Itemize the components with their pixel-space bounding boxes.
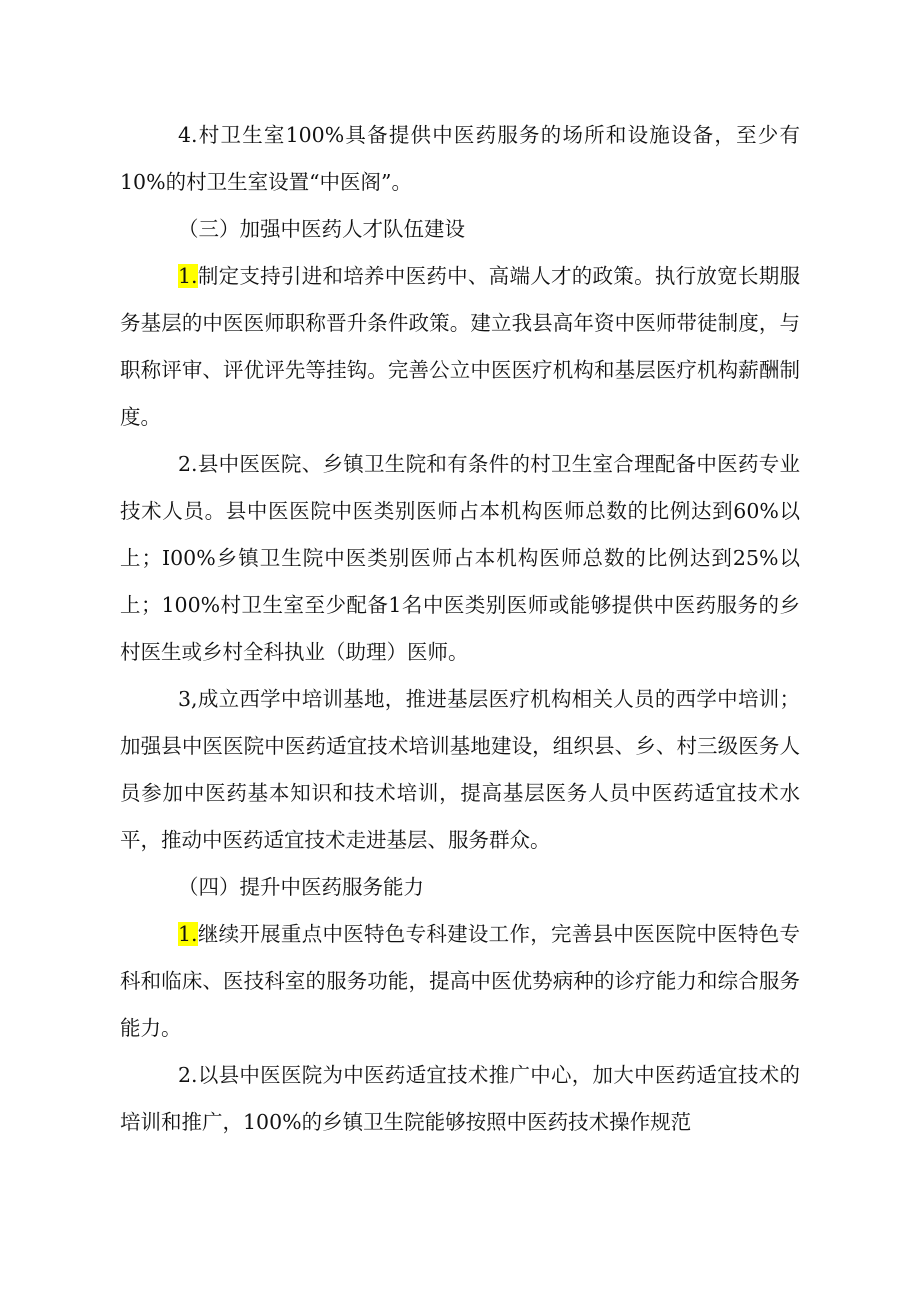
paragraph-text: 成立西学中培训基地，推进基层医疗机构相关人员的西学中培训；加强县中医医院中医药适宜技术培训基地建设，组织县、乡、村三级医务人员参加中医药基本知识和技术培训，提高基层医务人员中医药适宜技术水平，推动中医药适宜技术走进基层、服务群众。 xyxy=(120,687,800,852)
paragraph-text: 制定支持引进和培养中医药中、高端人才的政策。执行放宽长期服务基层的中医医师职称晋升条件政策。建立我县高年资中医师带徒制度，与职称评审、评优评先等挂钩。完善公立中医医疗机构和基层医疗机构薪酬制度。 xyxy=(120,264,800,429)
paragraph-text: 县中医医院、乡镇卫生院和有条件的村卫生室合理配备中医药专业技术人员。县中医医院中医类别医师占本机构医师总数的比例达到60%以上；I00%乡镇卫生院中医类别医师占本机构医师总数的比例达到25%以上；100%村卫生室至少配备1名中医类别医师或能够提供中医药服务的乡村医生或乡村全科执业（助理）医师。 xyxy=(120,452,800,664)
paragraph-text: 以县中医医院为中医药适宜技术推广中心，加大中医药适宜技术的培训和推广，100%的乡镇卫生院能够按照中医药技术操作规范 xyxy=(120,1063,800,1134)
highlighted-number: 1. xyxy=(178,922,198,946)
paragraph-number: 3, xyxy=(178,687,198,711)
paragraph-number: 2 xyxy=(178,1063,192,1087)
paragraph-separator: . xyxy=(191,1063,198,1087)
section-heading-3: （三）加强中医药人才队伍建设 xyxy=(178,217,465,241)
paragraph-number: 4 xyxy=(178,123,192,147)
paragraph-1-specialty xyxy=(120,911,800,1052)
paragraph-separator: . xyxy=(191,123,198,147)
paragraph-4-village-clinic xyxy=(120,112,800,206)
section-heading-4: （四）提升中医药服务能力 xyxy=(178,875,424,899)
paragraph-3-training xyxy=(120,676,800,864)
paragraph-2-promotion xyxy=(120,1052,800,1146)
paragraph-text: 村卫生室100%具备提供中医药服务的场所和设施设备，至少有10%的村卫生室设置“中医阁”。 xyxy=(120,123,800,194)
paragraph-1-talent-policy xyxy=(120,253,800,441)
paragraph-number: 2. xyxy=(178,452,198,476)
highlighted-number: 1. xyxy=(178,264,198,288)
paragraph-text: 继续开展重点中医特色专科建设工作，完善县中医医院中医特色专科和临床、医技科室的服务功能，提高中医优势病种的诊疗能力和综合服务能力。 xyxy=(120,922,800,1040)
paragraph-2-staffing xyxy=(120,441,800,676)
